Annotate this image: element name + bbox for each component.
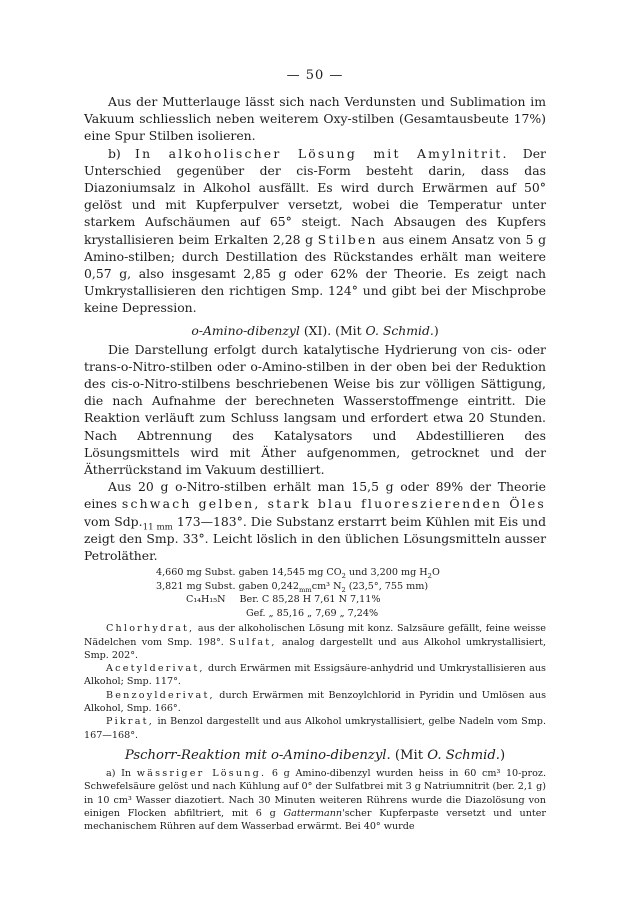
analysis-row-found: Gef. „ 85,16 „ 7,69 „ 7,24%	[246, 607, 379, 619]
paragraph-aqueous-solution: a) In wässriger Lösung. 6 g Amino-dibenzyl wurden heiss in 60 cm³ 10-proz. Schwefelsäure gelöst und nach Kühlung auf 0° der Sulfatbrei mit 3 g Natriumnitrit (ber. 2,1 g) in 10 cm³ Wasser diazotiert. Nach 30 Minuten weiteren Rührens wurde die Diazolösung von einigen Flocken abfiltriert, mit 6 g Gattermann'scher Kupferpaste versetzt und unter mechanischem Rühren auf dem Wasserbad erwärmt. Bei 40° wurde	[84, 767, 547, 833]
section-heading-spaced: In alkoholischer Lösung mit Amylnitrit.	[134, 145, 509, 161]
document-page	[84, 68, 546, 833]
page-number: — 50 —	[286, 68, 344, 83]
note-benzoyl: Benzoylderivat, durch Erwärmen mit Benzoylchlorid in Pyridin und Umlösen aus Alkohol, Smp. 166°.	[84, 689, 546, 715]
section-label: b)	[108, 145, 121, 161]
paragraph-mother-liquor: Aus der Mutterlauge lässt sich nach Verdunsten und Sublimation im Vakuum schliesslich neben weiterem Oxy-stilben (Gesamtausbeute 17%) eine Spur Stilben isolieren.	[84, 94, 546, 144]
paragraph-alcoholic-solution: b) In alkoholischer Lösung mit Amylnitrit. Der Unterschied gegenüber der cis-Form besteht darin, dass das Diazoniumsalz in Alkohol ausfällt. Es wird durch Erwärmen auf 50° gelöst und mit Kupferpulver versetzt, wobei die Temperatur unter starkem Aufschäumen auf 65° steigt. Nach Absaugen des Kupfers krystallisieren beim Erkalten 2,28 g Stilben aus einem Ansatz von 5 g Amino-stilben; durch Destillation des Rückstandes erhält man weitere 0,57 g, also insgesamt 2,85 g oder 62% der Theorie. Es zeigt nach Umkrystallisieren den richtigen Smp. 124° und gibt bei der Mischprobe keine Depression.	[84, 145, 547, 316]
analysis-row-n2: 3,821 mg Subst. gaben $0,242_{mm}cm^3$ $N_2$ (23,5°, 755 mm)	[156, 580, 429, 594]
note-acetyl: Acetylderivat, durch Erwärmen mit Essigsäure-anhydrid und Umkrystallisieren aus Alkohol; Smp. 117°.	[84, 663, 546, 688]
analysis-row-co2: 4,660 mg Subst. gaben 14,545 mg $CO_2$ und 3,200 mg $H_2O$	[156, 567, 440, 581]
elemental-analysis	[84, 566, 546, 620]
heading-pschorr-reaction: Pschorr-Reaktion mit o-Amino-dibenzyl. (Mit O. Schmid.)	[124, 747, 506, 763]
compound-name-stilben: Stilben	[317, 231, 378, 247]
heading-amino-dibenzyl: o-Amino-dibenzyl (XI). (Mit O. Schmid.)	[191, 322, 439, 338]
paragraph-preparation: Die Darstellung erfolgt durch katalytische Hydrierung von cis- oder trans-o-Nitro-stilben oder o-Amino-stilben in der oben bei der Reduktion des cis-o-Nitro-stilbens beschriebenen Weise bis zur völligen Sättigung, die nach Aufnahme der berechneten Wasserstoffmenge eintritt. Die Reaktion verläuft zum Schluss langsam und erfordert etwa 20 Stunden. Nach Abtrennung des Katalysators und Abdestillieren des Lösungsmittels wird mit Äther aufgenommen, getrocknet und der Ätherrückstand im Vakuum destilliert.	[84, 341, 546, 478]
note-pikrat: Pikrat, in Benzol dargestellt und aus Alkohol umkrystallisiert, gelbe Nadeln vom Smp. 167—168°.	[84, 716, 546, 741]
note-chlorhydrat: Chlorhydrat, aus der alkoholischen Lösung mit konz. Salzsäure gefällt, feine weisse Nädelchen vom Smp. 198°. Sulfat, analog dargestellt und aus Alkohol umkrystallisiert, Smp. 202°.	[84, 623, 546, 661]
paragraph-yield: Aus 20 g o-Nitro-stilben erhält man 15,5 g oder 89% der Theorie eines schwach gelben, stark blau fluoreszierenden Öles vom $Sdp._{11 mm}$ 173—183°. Die Substanz erstarrt beim Kühlen mit Eis und zeigt den Smp. 33°. Leicht löslich in den üblichen Lösungsmitteln ausser Petroläther.	[84, 479, 546, 564]
analysis-row-calculated: C₁₄H₁₅N Ber. C 85,28 H 7,61 N 7,11%	[186, 594, 381, 606]
